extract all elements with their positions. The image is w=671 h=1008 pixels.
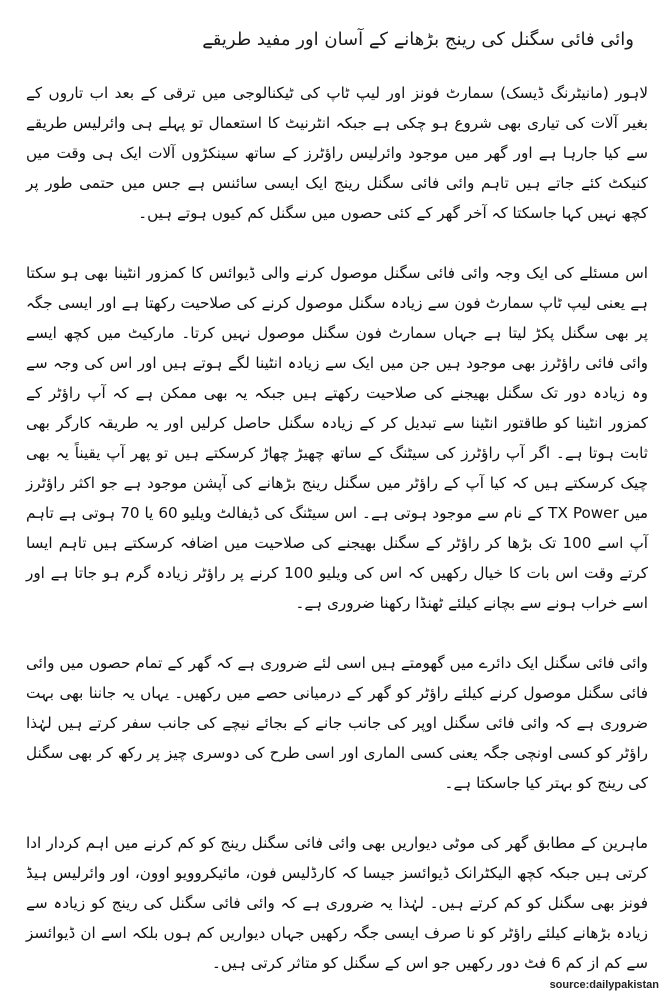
article-paragraph: لاہور (مانیٹرنگ ڈیسک) سمارٹ فونز اور لیپ ٹاپ کی ٹیکنالوجی میں ترقی کے بعد اب تاروں کے بغیر آلات کی تیاری بھی شروع ہو چکی ہے جبکہ انٹرنیٹ کا استعمال تو پہلے ہی وائرلیس طریقے سے کیا جارہا ہے اور گھر میں موجود وائرلیس راؤٹرز کے ساتھ سینکڑوں آلات ایک ہی وقت میں کنیکٹ کئے جاتے ہیں تاہم وائی فائی سگنل رینج ایک ایسی سائنس ہے جس میں حتمی طور پر کچھ نہیں کہا جاسکتا کہ آخر گھر کے کئی حصوں میں سگنل کم کیوں ہوتے ہیں۔ [26,84,648,222]
article-title: وائی فائی سگنل کی رینج بڑھانے کے آسان اور مفید طریقے [202,29,634,50]
article-paragraph: اس مسئلے کی ایک وجہ وائی فائی سگنل موصول کرنے والی ڈیوائس کا کمزور انٹینا بھی ہو سکتا ہے یعنی لیپ ٹاپ سمارٹ فون سے زیادہ سگنل موصول کرنے کی صلاحیت رکھتا ہے اور ایسی جگہ پر بھی سگنل پکڑ لیتا ہے جہاں سمارٹ فون سگنل موصول نہیں کرتا۔ مارکیٹ میں کچھ ایسے وائی فائی راؤٹرز بھی موجود ہیں جن میں ایک سے زیادہ انٹینا لگے ہوتے ہیں اور اس کی وجہ سے وہ زیادہ دور تک سگنل بھیجنے کی صلاحیت رکھتے ہیں جبکہ یہ بھی ممکن ہے کہ آپ راؤٹر کے کمزور انٹینا کو طاقتور انٹینا سے تبدیل کر کے زیادہ سگنل حاصل کرلیں اور یہ طریقہ کارگر بھی ثابت ہوتا ہے۔ اگر آپ راؤٹرز کی سیٹنگ کے ساتھ چھیڑ چھاڑ کرسکتے ہیں تو پھر آپ یقیناً یہ بھی چیک کرسکتے ہیں کہ کیا آپ کے راؤٹر میں سگنل رینج بڑھانے کی آپشن موجود ہے جو اکثر راؤٹرز میں TX Power کے نام سے موجود ہوتی ہے۔ اس سیٹنگ کی ڈیفالٹ ویلیو 60 یا 70 ہوتی ہے تاہم آپ اسے 100 تک بڑھا کر راؤٹر کے سگنل بھیجنے کی صلاحیت میں اضافہ کرسکتے ہیں تاہم ایسا کرتے وقت اس بات کا خیال رکھیں کہ اس کی ویلیو 100 کرنے پر راؤٹر زیادہ گرم ہو جاتا ہے اور اسے خراب ہونے سے بچانے کیلئے ٹھنڈا رکھنا ضروری ہے۔ [26,264,648,612]
article [26,28,648,1008]
article-paragraph: ماہرین کے مطابق گھر کی موٹی دیواریں بھی وائی فائی سگنل رینج کو کم کرنے میں اہم کردار ادا کرتی ہیں جبکہ کچھ الیکٹرانک ڈیوائسز جیسا کہ کارڈلیس فون، مائیکروویو اوون، اور وائرلیس ہیڈ فونز بھی سگنل کو کم کرتے ہیں۔ لہٰذا یہ ضروری ہے کہ وائی فائی سگنل کی رینج کو زیادہ سے زیادہ بڑھانے کیلئے راؤٹر کو نا صرف ایسی جگہ رکھیں جہاں دیواریں کم ہوں بلکہ اسے ان ڈیوائسز سے کم از کم 6 فٹ دور رکھیں جو اس کے سگنل کو متاثر کرتی ہیں۔ [26,834,648,972]
source-credit: source:dailypakistan [549,979,659,991]
article-paragraph: وائی فائی سگنل ایک دائرے میں گھومتے ہیں اسی لئے ضروری ہے کہ گھر کے تمام حصوں میں وائی فائی سگنل موصول کرنے کیلئے راؤٹر کو گھر کے درمیانی حصے میں رکھیں۔ یہاں یہ جاننا بھی بہت ضروری ہے کہ وائی فائی سگنل اوپر کی جانب جانے کے بجائے نیچے کی جانب سفر کرتے ہیں لہٰذا راؤٹر کو کسی اونچی جگہ یعنی کسی الماری اور اسی طرح کی دوسری چیز پر رکھ کر بھی سگنل کی رینج کو بہتر کیا جاسکتا ہے۔ [26,654,648,792]
